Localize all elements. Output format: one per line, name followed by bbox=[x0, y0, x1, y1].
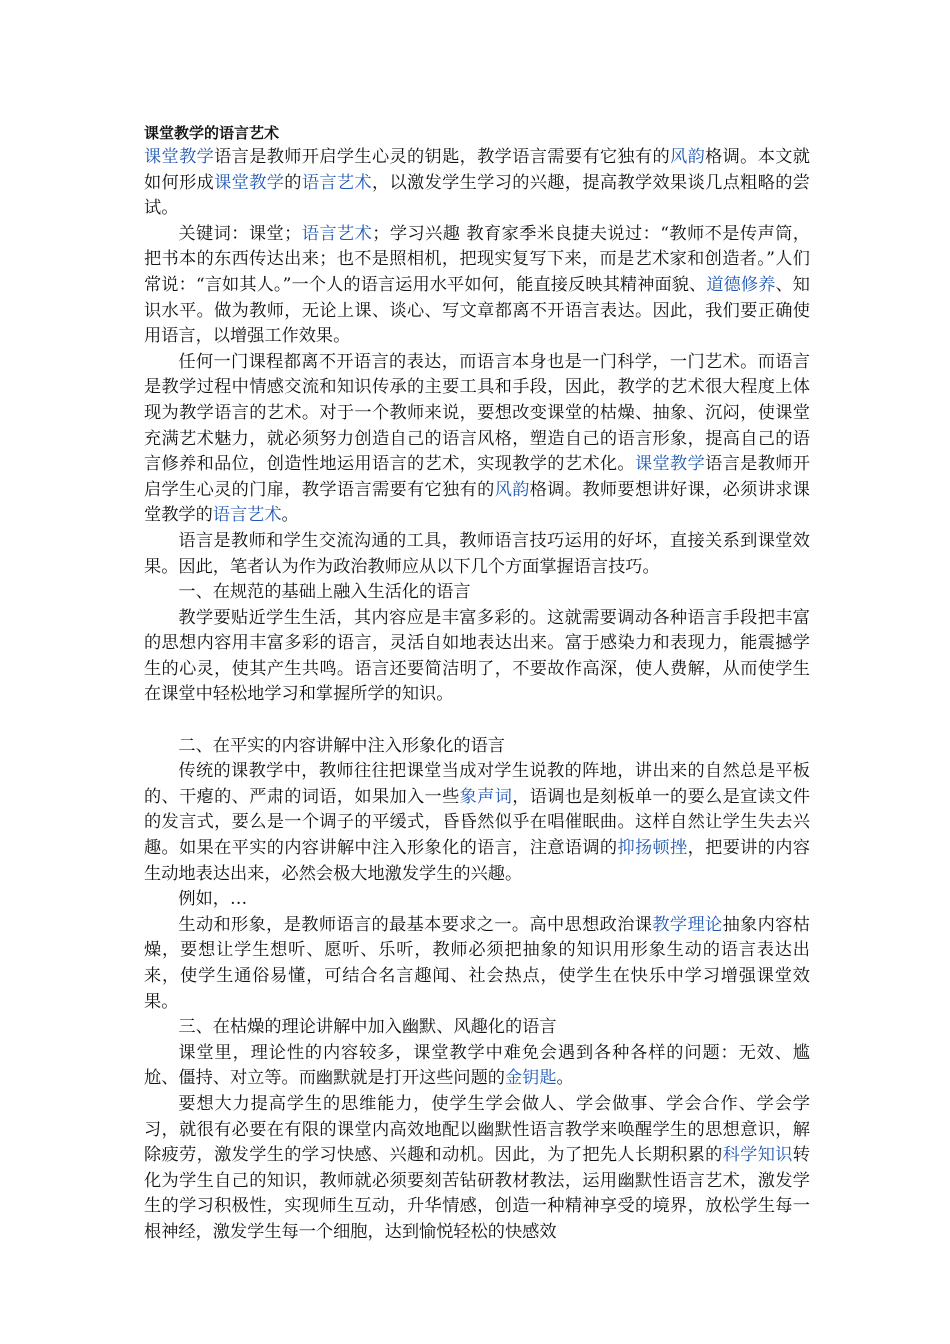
paragraph-text: ；学习兴趣 教育家季米良捷夫说过：“教师不是传声筒，把书本的东西传达出来；也不是照相机，把现实复写下来，而是艺术家和创造者。”人们常说：“言如其人。”一个人的语言运用水平如何，能直接反映其精神面貌、 bbox=[144, 223, 810, 295]
blank-line bbox=[144, 708, 810, 734]
document-page bbox=[144, 121, 810, 1246]
paragraph bbox=[144, 759, 810, 887]
paragraph-text: 、知识水平。做为教师，无论上课、谈心、写文章都离不开语言表达。因此，我们要正确使用语言，以增强工作效果。 bbox=[144, 274, 810, 347]
paragraph-text: 要想大力提高学生的思维能力，使学生学会做人、学会做事、学会合作、学会学习，就很有必要在有限的课堂内高效地配以幽默性语言教学来唤醒学生的思想意识，解除疲劳，激发学生的学习快感、兴趣和动机。因此，为了把先人长期积累的 bbox=[144, 1093, 810, 1166]
paragraph-text: 语言是教师和学生交流沟通的工具，教师语言技巧运用的好坏，直接关系到课堂效果。因此，笔者认为作为政治教师应从以下几个方面掌握语言技巧。 bbox=[144, 530, 810, 577]
keyword-link[interactable]: 金钥匙 bbox=[504, 1068, 557, 1089]
paragraph-text: ，把要讲的内容生动地表达出来，必然会极大地激发学生的兴趣。 bbox=[144, 838, 810, 884]
paragraph-text: 传统的课教学中，教师往往把课堂当成对学生说教的阵地，讲出来的自然总是平板的、干瘪的、严肃的词语，如果加入一些 bbox=[144, 761, 810, 807]
paragraph bbox=[144, 1092, 810, 1246]
keyword-link[interactable]: 道德修养 bbox=[706, 274, 776, 295]
paragraph-text: ，以激发学生学习的兴趣，提高教学效果谈几点粗略的尝试。 bbox=[144, 172, 810, 219]
paragraph-text: 格调。本文就如何形成 bbox=[144, 147, 810, 193]
paragraph bbox=[144, 887, 810, 913]
paragraph-text: 例如，… bbox=[178, 889, 248, 910]
paragraph-text: 格调。教师要想讲好课，必须讲求课堂教学的 bbox=[144, 479, 810, 526]
paragraph-text: 三、在枯燥的理论讲解中加入幽默、风趣化的语言 bbox=[178, 1017, 557, 1038]
paragraph-text: 二、在平实的内容讲解中注入形象化的语言 bbox=[178, 735, 505, 756]
document-body bbox=[144, 145, 810, 1246]
paragraph-text: 任何一门课程都离不开语言的表达，而语言本身也是一门科学，一门艺术。而语言是教学过程中情感交流和知识传承的主要工具和手段，因此，教学的艺术很大程度上体现为教学语言的艺术。对于一个教师来说，要想改变课堂的枯燥、抽象、沉闷，使课堂充满艺术魅力，就必须努力创造自己的语言风格，塑造自己的语言形象，提高自己的语言修养和品位，创造性地运用语言的艺术，实现教学的艺术化。 bbox=[144, 351, 810, 475]
keyword-link[interactable]: 课堂教学 bbox=[214, 172, 285, 193]
keyword-link[interactable]: 语言艺术 bbox=[301, 223, 373, 244]
paragraph-text: 转化为学生自己的知识，教师就必须要刻苦钻研教材教法，运用幽默性语言艺术，激发学生的学习积极性，实现师生互动，升华情感，创造一种精神享受的境界，放松学生每一根神经，激发学生每一个细胞，达到愉悦轻松的快感效 bbox=[144, 1145, 810, 1242]
document-title: 课堂教学的语言艺术 bbox=[144, 124, 280, 142]
keyword-link[interactable]: 风韵 bbox=[670, 147, 706, 167]
paragraph bbox=[144, 222, 810, 350]
keyword-link[interactable]: 语言艺术 bbox=[212, 505, 282, 526]
paragraph bbox=[144, 1041, 810, 1092]
paragraph-text: 的 bbox=[284, 172, 302, 193]
paragraph bbox=[144, 529, 810, 580]
paragraph-text: 课堂里，理论性的内容较多，课堂教学中难免会遇到各种各样的问题：无效、尴尬、僵持、对立等。而幽默就是打开这些问题的 bbox=[144, 1042, 810, 1089]
paragraph-text: ，语调也是刻板单一的要么是宣读文件的发言式，要么是一个调子的平缓式，昏昏然似乎在唱催眠曲。这样自然让学生失去兴趣。如果在平实的内容讲解中注入形象化的语言，注意语调的 bbox=[144, 786, 810, 859]
paragraph-text: 。 bbox=[556, 1068, 574, 1089]
paragraph-text: 语言是教师开启学生心灵的门扉，教学语言需要有它独有的 bbox=[144, 454, 810, 500]
paragraph-text: 语言是教师开启学生心灵的钥匙，教学语言需要有它独有的 bbox=[214, 147, 671, 167]
keyword-link[interactable]: 抑扬顿挫 bbox=[617, 838, 688, 859]
keyword-link[interactable]: 课堂教学 bbox=[144, 147, 215, 167]
keyword-link[interactable]: 语言艺术 bbox=[301, 172, 372, 193]
keyword-link[interactable]: 课堂教学 bbox=[634, 454, 706, 475]
keyword-link[interactable]: 科学知识 bbox=[722, 1145, 793, 1166]
paragraph-text: 教学要贴近学生生活，其内容应是丰富多彩的。这就需要调动各种语言手段把丰富的思想内容用丰富多彩的语言，灵活自如地表达出来。富于感染力和表现力，能震撼学生的心灵，使其产生共鸣。语言还要简洁明了，不要故作高深，使人费解，从而使学生在课堂中轻松地学习和掌握所学的知识。 bbox=[144, 607, 810, 705]
paragraph bbox=[144, 350, 810, 529]
paragraph bbox=[144, 913, 810, 1015]
paragraph bbox=[144, 580, 810, 606]
paragraph-text: 。 bbox=[281, 505, 299, 526]
paragraph-text: 一、在规范的基础上融入生活化的语言 bbox=[178, 582, 471, 603]
paragraph-text: 生动和形象，是教师语言的最基本要求之一。高中思想政治课 bbox=[178, 914, 653, 935]
paragraph bbox=[144, 145, 810, 222]
keyword-link[interactable]: 教学理论 bbox=[652, 914, 723, 935]
paragraph-text: 关键词：课堂； bbox=[178, 223, 302, 244]
paragraph bbox=[144, 606, 810, 708]
keyword-link[interactable]: 象声词 bbox=[459, 786, 513, 807]
paragraph-text: 抽象内容枯燥，要想让学生想听、愿听、乐听，教师必须把抽象的知识用形象生动的语言表达出来，使学生通俗易懂，可结合名言趣闻、社会热点，使学生在快乐中学习增强课堂效果。 bbox=[144, 914, 810, 1012]
paragraph bbox=[144, 1015, 810, 1041]
keyword-link[interactable]: 风韵 bbox=[494, 479, 530, 500]
paragraph bbox=[144, 734, 810, 760]
